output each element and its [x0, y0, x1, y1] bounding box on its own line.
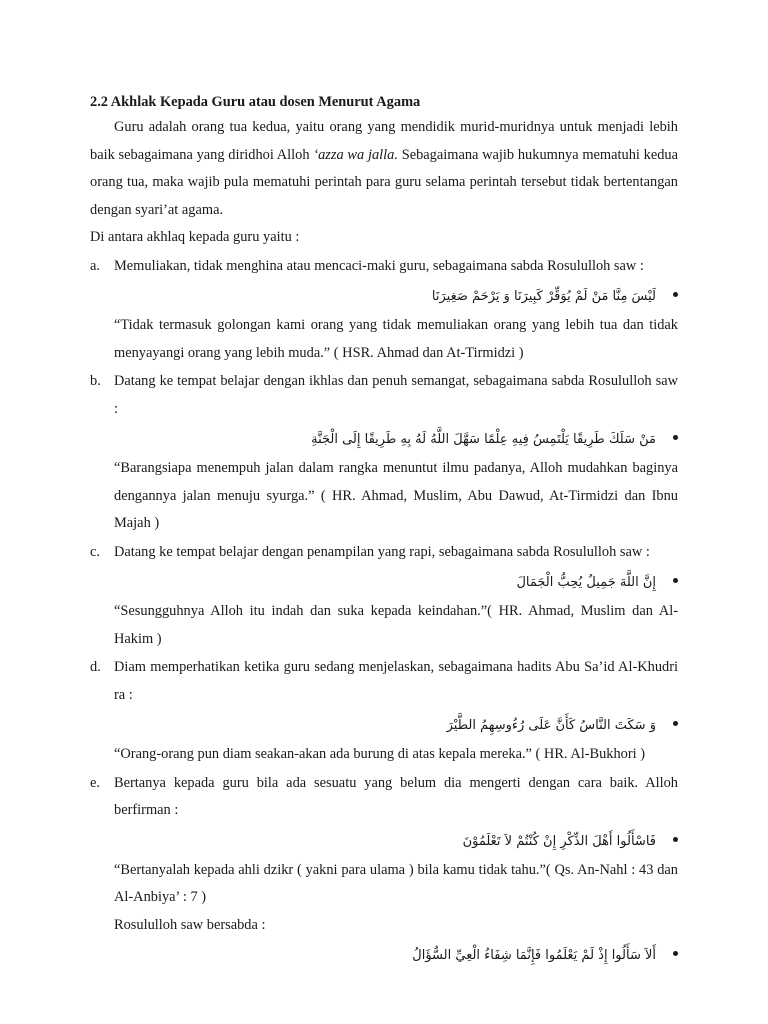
section-heading: 2.2 Akhlak Kepada Guru atau dosen Menurut Agama: [90, 94, 421, 110]
translation-quote: “Sesungguhnya Alloh itu indah dan suka kepada keindahan.”( HR. Ahmad, Muslim dan Al-Hakim ): [114, 603, 678, 647]
intro-text-1: Guru adalah orang tua kedua, yaitu orang yang mendidik murid-muridnya untuk menjadi lebih baik sebagaimana yang diridhoi Alloh: [90, 119, 678, 163]
item-text: Diam memperhatikan ketika guru sedang menjelaskan, sebagaimana hadits Abu Sa’id Al-Khudri ra :: [114, 659, 678, 703]
arabic-text: وَ سَكَتَ النَّاسُ كَأَنَّ عَلَى رُءُوسِهِمُ الطَّيْرَ: [446, 718, 656, 733]
bullet-icon: [673, 292, 678, 297]
arabic-text: فَاسْأَلُوا أَهْلَ الذِّكْرِ إِنْ كُنْتُمْ لاَ تَعْلَمُوْنَ: [462, 833, 656, 849]
item-text: Memuliakan, tidak menghina atau mencaci-maki guru, sebagaimana sabda Rosululloh saw :: [114, 257, 644, 274]
list-item-b: [90, 368, 678, 423]
bullet-icon: [673, 578, 678, 583]
arabic-text: إِنَّ اللَّهَ جَمِيلٌ يُحِبُّ الْجَمَالَ: [516, 575, 656, 590]
translation-quote: “Bertanyalah kepada ahli dzikr ( yakni para ulama ) bila kamu tidak tahu.”( Qs. An-Nahl : 43 dan Al-Anbiya’ : 7 ): [114, 861, 678, 905]
item-marker: b.: [90, 373, 101, 389]
arabic-bullet-row: [90, 284, 678, 310]
translation-quote: “Orang-orang pun diam seakan-akan ada burung di atas kepala mereka.” ( HR. Al-Bukhori ): [114, 746, 646, 762]
item-marker: e.: [90, 774, 100, 791]
bullet-icon: [673, 721, 678, 726]
item-marker: a.: [90, 257, 100, 274]
arabic-bullet-row: [90, 943, 678, 969]
item-text: Bertanya kepada guru bila ada sesuatu yang belum dia mengerti dengan cara baik. Alloh berfirman :: [114, 774, 678, 818]
intro-italic: ‘azza wa jalla.: [313, 146, 398, 163]
item-marker: d.: [90, 659, 101, 675]
item-text: Datang ke tempat belajar dengan penampilan yang rapi, sebagaimana sabda Rosululloh saw :: [114, 543, 650, 560]
arabic-bullet-row: [90, 570, 678, 596]
narration-line: Rosululloh saw bersabda :: [114, 916, 266, 933]
intro-text-2: Sebagaimana wajib hukumnya mematuhi kedua orang tua, maka wajib pula mematuhi perintah para guru selama perintah tersebut tidak bertentangan dengan syari’at agama.: [90, 146, 678, 218]
bullet-icon: [673, 837, 678, 842]
list-item-e: [90, 770, 678, 825]
bullet-icon: [673, 951, 678, 956]
item-text: Datang ke tempat belajar dengan ikhlas dan penuh semangat, sebagaimana sabda Rosululloh saw :: [114, 373, 678, 417]
bullet-icon: [673, 435, 678, 440]
document-page: [90, 90, 678, 971]
arabic-text: أَلاَ سَأَلُوا إِذْ لَمْ يَعْلَمُوا فَإِنَّمَا شِفَاءُ الْعِيِّ السُّؤَالُ: [412, 948, 656, 963]
intro-paragraph: [90, 114, 678, 224]
list-item-c: [90, 539, 678, 567]
list-intro: Di antara akhlaq kepada guru yaitu :: [90, 229, 300, 245]
arabic-bullet-row: [90, 829, 678, 855]
arabic-text: لَيْسَ مِنَّا مَنْ لَمْ يُوَقِّرْ كَبِيرَنَا وَ يَرْحَمْ صَغِيرَنَا: [431, 289, 656, 304]
arabic-bullet-row: [90, 427, 678, 453]
list-item-d: [90, 654, 678, 709]
translation-quote: “Barangsiapa menempuh jalan dalam rangka menuntut ilmu padanya, Alloh mudahkan baginya dengannya jalan menuju syurga.” ( HR. Ahmad, Muslim, Abu Dawud, At-Tirmidzi dan Ibnu Majah ): [114, 460, 678, 531]
item-marker: c.: [90, 543, 100, 560]
arabic-text: مَنْ سَلَكَ طَرِيقًا يَلْتَمِسُ فِيهِ عِلْمًا سَهَّلَ اللَّهُ لَهُ بِهِ طَرِيقًا إِلَى الْجَنَّةِ: [311, 432, 656, 447]
translation-quote: “Tidak termasuk golongan kami orang yang tidak memuliakan orang yang lebih tua dan tidak menyayangi orang yang lebih muda.” ( HSR. Ahmad dan At-Tirmidzi ): [114, 317, 678, 361]
list-item-a: [90, 253, 678, 281]
arabic-bullet-row: [90, 713, 678, 739]
